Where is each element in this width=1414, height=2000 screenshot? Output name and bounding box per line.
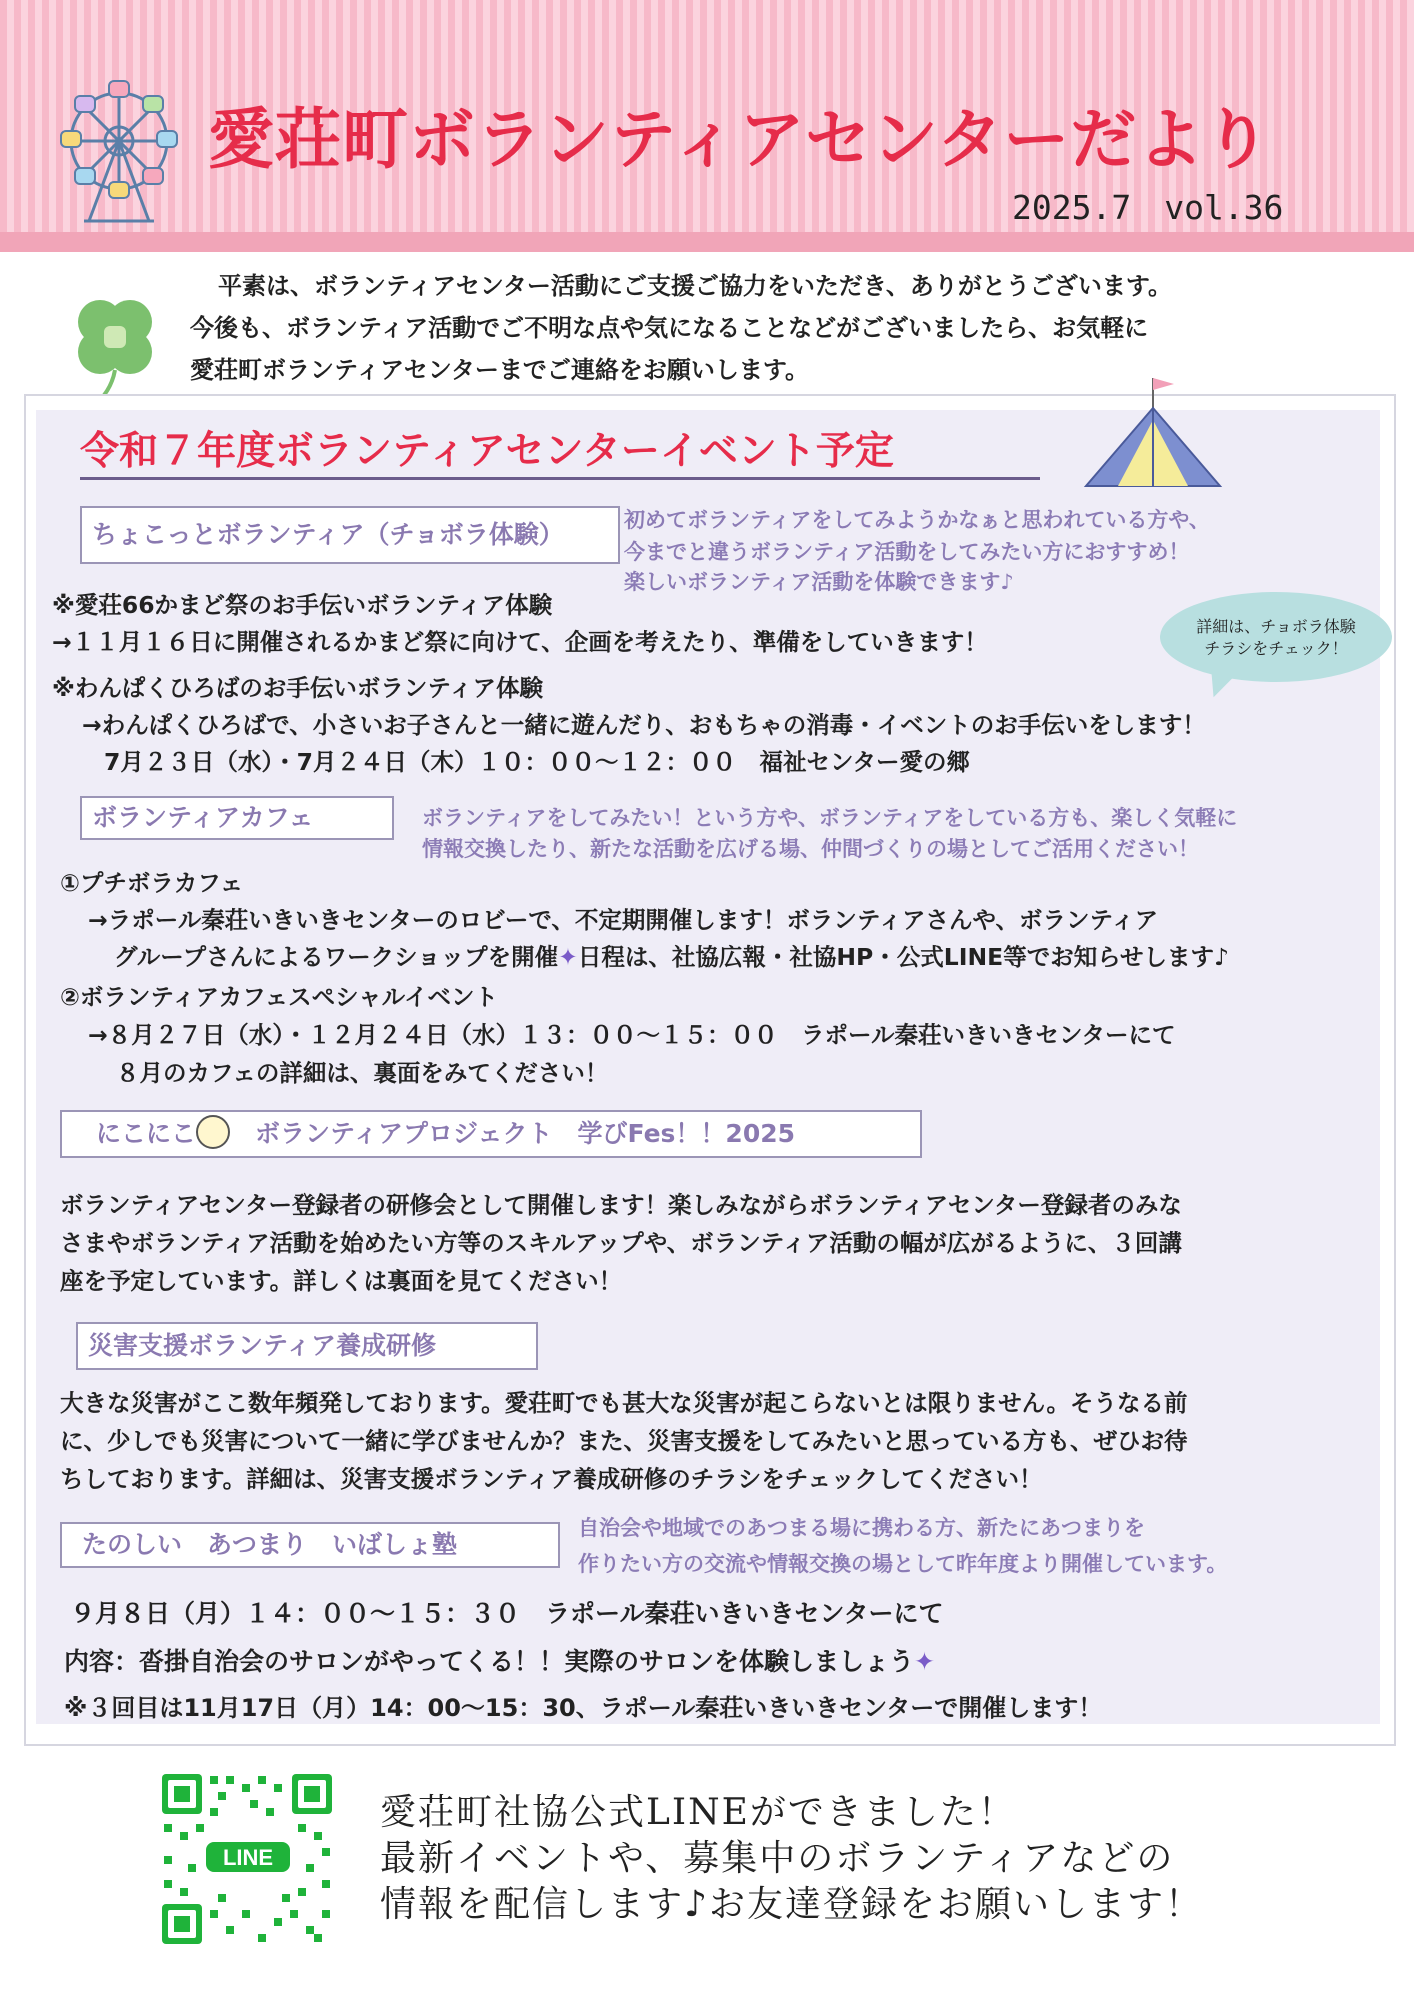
cafe-item-detail: ８月のカフェの詳細は、裏面をみてください！: [116, 1059, 609, 1087]
tanoshii-note: 作りたい方の交流や情報交換の場として昨年度より開催しています。: [578, 1552, 1228, 1576]
tanoshii-content-text: 内容：沓掛自治会のサロンがやってくる！！実際のサロンを体験しましょう: [64, 1647, 915, 1676]
qr-line-text: LINE: [222, 1845, 274, 1870]
nikoniko-label-part: にこにこ: [96, 1119, 197, 1148]
bubble-text: チラシをチェック！: [1204, 639, 1348, 658]
chobora-note: 今までと違うボランティア活動をしてみたい方におすすめ！: [624, 540, 1190, 564]
saigai-text: ちしております。詳細は、災害支援ボランティア養成研修のチラシをチェックしてください！: [60, 1465, 1043, 1493]
cafe-detail-part: 日程は、社協広報・社協HP・公式LINE等でお知らせします♪: [577, 943, 1229, 971]
intro-line: 今後も、ボランティア活動でご不明な点や気になることなどがございましたら、お気軽に: [190, 314, 1149, 342]
tent-icon: [1078, 368, 1228, 498]
cafe-item: ②ボランティアカフェスペシャルイベント: [60, 983, 498, 1011]
chobora-item: ※愛荘66かまど祭のお手伝いボランティア体験: [52, 591, 553, 619]
clover-icon: [60, 282, 170, 402]
intro-line: 平素は、ボランティアセンター活動にご支援ご協力をいただき、ありがとうございます。: [218, 272, 1172, 300]
ferris-wheel-icon: [44, 76, 194, 226]
tanoshii-date: ９月８日（月）１４：００～１５：３０ ラポール秦荘いきいきセンターにて: [70, 1599, 944, 1628]
nikoniko-text: ボランティアセンター登録者の研修会として開催します！楽しみながらボランティアセンター登録者のみな: [60, 1191, 1182, 1219]
cafe-item-detail: →８月２７日（水）・１２月２４日（水）１３：００～１５：００ ラポール秦荘いきいきセンターにて: [88, 1021, 1176, 1049]
chobora-note: 楽しいボランティア活動を体験できます♪: [624, 570, 1014, 594]
cafe-item-detail: [114, 938, 1229, 972]
tanoshii-third: ※３回目は11月17日（月）14：00～15：30、ラポール秦荘いきいきセンターで開催します！: [64, 1694, 1103, 1722]
bubble-text: 詳細は、チョボラ体験: [1196, 617, 1356, 636]
cafe-item: ①プチボラカフェ: [60, 869, 244, 897]
chobora-item-detail: →１１月１６日に開催されるかまど祭に向けて、企画を考えたり、準備をしていきます！: [52, 628, 988, 656]
chobora-note: 初めてボランティアをしてみようかなぁと思われている方や、: [624, 508, 1210, 532]
cafe-note: ボランティアをしてみたい！という方や、ボランティアをしている方も、楽しく気軽に: [422, 806, 1238, 830]
chobora-label: ちょこっとボランティア（チョボラ体験）: [80, 506, 620, 564]
events-heading: 令和７年度ボランティアセンターイベント予定: [80, 429, 894, 474]
nikoniko-text: 座を予定しています。詳しくは裏面を見てください！: [60, 1267, 623, 1295]
chobora-item-date: 7月２３日（水）・7月２４日（木）１０：００～１２：００ 福祉センター愛の郷: [104, 748, 971, 776]
line-announcement: 情報を配信します♪お友達登録をお願いします！: [380, 1884, 1203, 1925]
line-announcement: 愛荘町社協公式LINEができました！: [380, 1792, 1016, 1833]
chobora-item: ※わんぱくひろばのお手伝いボランティア体験: [52, 674, 543, 702]
saigai-label: 災害支援ボランティア養成研修: [76, 1322, 538, 1370]
chobora-item-detail: →わんぱくひろばで、小さいお子さんと一緒に遊んだり、おもちゃの消毒・イベントのお手伝いをします！: [82, 711, 1206, 739]
tanoshii-label: たのしい あつまり いばしょ塾: [60, 1522, 560, 1568]
intro-line: 愛荘町ボランティアセンターまでご連絡をお願いします。: [190, 356, 809, 384]
cafe-item-detail: →ラポール秦荘いきいきセンターのロビーで、不定期開催します！ボランティアさんや、ボランティア: [88, 906, 1159, 934]
tanoshii-note: 自治会や地域でのあつまる場に携わる方、新たにあつまりを: [578, 1516, 1145, 1540]
header-divider: [0, 232, 1414, 252]
nikoniko-label-part: ボランティアプロジェクト 学びFes！！2025: [255, 1119, 796, 1148]
nikoniko-label: [60, 1110, 922, 1158]
nikoniko-text: さまやボランティア活動を始めたい方等のスキルアップや、ボランティア活動の幅が広がるように、３回講: [60, 1229, 1182, 1257]
cafe-detail-part: グループさんによるワークショップを開催: [114, 943, 559, 971]
tanoshii-content: [64, 1642, 935, 1678]
sparkle-icon: ✦: [558, 943, 578, 971]
smiley-icon: [196, 1115, 230, 1149]
cafe-note: 情報交換したり、新たな活動を広げる場、仲間づくりの場としてご活用ください！: [422, 837, 1199, 861]
newsletter-title: 愛荘町ボランティアセンターだより: [208, 101, 1272, 178]
line-qr-code[interactable]: [158, 1770, 336, 1948]
saigai-text: に、少しでも災害について一緒に学びませんか？また、災害支援をしてみたいと思っている方も、ぜひお待: [60, 1427, 1188, 1455]
issue-number: 2025.7 vol.36: [1012, 188, 1284, 227]
line-announcement: 最新イベントや、募集中のボランティアなどの: [380, 1838, 1175, 1879]
heading-underline: [80, 477, 1040, 480]
speech-bubble: [1160, 592, 1392, 682]
sparkle-icon: ✦: [914, 1647, 935, 1676]
cafe-label: ボランティアカフェ: [80, 796, 394, 840]
saigai-text: 大きな災害がここ数年頻発しております。愛荘町でも甚大な災害が起こらないとは限りません。そうなる前: [60, 1389, 1188, 1417]
